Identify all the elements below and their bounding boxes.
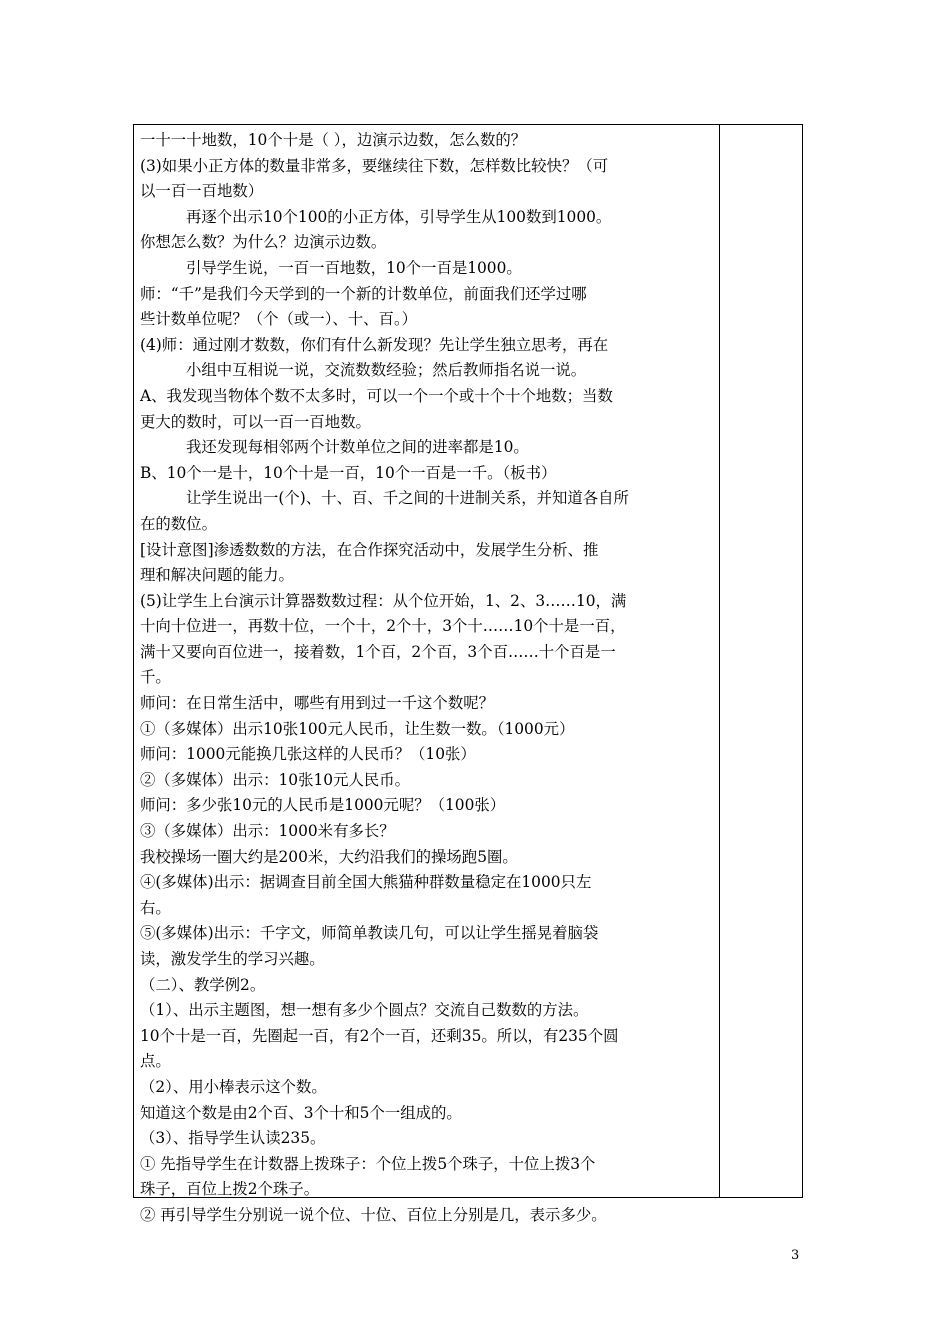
page-number: 3	[791, 1248, 800, 1263]
text-line: 师问：在日常生活中，哪些有用到过一千这个数呢？	[140, 694, 494, 713]
lesson-content-cell	[140, 128, 714, 1229]
text-line: （2）、用小棒表示这个数。	[140, 1077, 327, 1096]
text-line: 理和解决问题的能力。	[140, 566, 294, 585]
text-line: 10个十是一百，先圈起一百，有2个一百，还剩35。所以，有235个圆	[140, 1026, 619, 1045]
lesson-table	[133, 124, 803, 1224]
text-line: 右。	[140, 898, 171, 917]
text-line: 你想怎么数？为什么？边演示边数。	[140, 233, 387, 252]
text-line: 以一百一百地数）	[140, 182, 264, 201]
text-line: 引导学生说，一百一百地数，10个一百是1000。	[186, 258, 522, 277]
text-line: (4)师：通过刚才数数，你们有什么新发现？先让学生独立思考，再在	[140, 335, 609, 354]
text-line: ③（多媒体）出示：1000米有多长？	[140, 822, 395, 841]
text-line: 千。	[140, 668, 171, 687]
text-line: 知道这个数是由2个百、3个十和5个一组成的。	[140, 1103, 462, 1122]
text-line: （3）、指导学生认读235。	[140, 1129, 326, 1148]
text-line: ②（多媒体）出示：10张10元人民币。	[140, 770, 411, 789]
notes-cell	[720, 125, 802, 1197]
text-line: B、10个一是十，10个十是一百，10个一百是一千。（板书）	[140, 463, 557, 482]
text-line: 师：“千”是我们今天学到的一个新的计数单位，前面我们还学过哪	[140, 284, 587, 303]
text-line: （1）、出示主题图，想一想有多少个圆点？交流自己数数的方法。	[140, 1001, 589, 1020]
text-line: A、我发现当物体个数不太多时，可以一个一个或十个十个地数；当数	[140, 386, 613, 405]
text-line: 小组中互相说一说，交流数数经验；然后教师指名说一说。	[186, 361, 587, 380]
text-line: 再逐个出示10个100的小正方体，引导学生从100数到1000。	[186, 207, 612, 226]
text-line: (3)如果小正方体的数量非常多，要继续往下数，怎样数比较快？（可	[140, 156, 609, 175]
text-line: 我校操场一圈大约是200米，大约沿我们的操场跑5圈。	[140, 847, 518, 866]
text-line: 师问：1000元能换几张这样的人民币？（10张）	[140, 745, 476, 764]
text-line: 师问：多少张10元的人民币是1000元呢？（100张）	[140, 796, 506, 815]
text-line: 更大的数时，可以一百一百地数。	[140, 412, 371, 431]
text-line: 珠子，百位上拨2个珠子。	[140, 1180, 320, 1199]
text-line: 十向十位进一，再数十位，一个十，2个十，3个十……10个十是一百，	[140, 617, 626, 636]
text-line: [设计意图]渗透数数的方法，在合作探究活动中，发展学生分析、推	[140, 540, 599, 559]
text-line: 在的数位。	[140, 514, 217, 533]
text-line: 些计数单位呢？（个（或一）、十、百。）	[140, 310, 418, 329]
text-line: 读，激发学生的学习兴趣。	[140, 950, 325, 968]
text-line: 满十又要向百位进一，接着数，1个百，2个百，3个百……十个百是一	[140, 642, 616, 661]
text-line: ④(多媒体)出示：据调查目前全国大熊猫种群数量稳定在1000只左	[140, 873, 592, 892]
text-line: 让学生说出一(个)、十、百、千之间的十进制关系，并知道各自所	[186, 489, 629, 508]
text-line: ① 先指导学生在计数器上拨珠子：个位上拨5个珠子，十位上拨3个	[140, 1154, 596, 1173]
text-line: 我还发现每相邻两个计数单位之间的进率都是10。	[186, 438, 529, 457]
text-line: 一十一十地数，10个十是（ ），边演示边数，怎么数的？	[140, 131, 527, 149]
text-line: ② 再引导学生分别说一说个位、十位、百位上分别是几，表示多少。	[140, 1205, 607, 1224]
text-line: (5)让学生上台演示计算器数数过程：从个位开始，1、2、3……10，满	[140, 591, 627, 610]
text-line: 点。	[140, 1052, 171, 1071]
text-line: （二）、教学例2。	[140, 975, 266, 994]
text-line: ①（多媒体）出示10张100元人民币，让生数一数。（1000元）	[140, 719, 575, 738]
text-line: ⑤(多媒体)出示：千字文，师简单教读几句，可以让学生摇晃着脑袋	[140, 924, 599, 943]
